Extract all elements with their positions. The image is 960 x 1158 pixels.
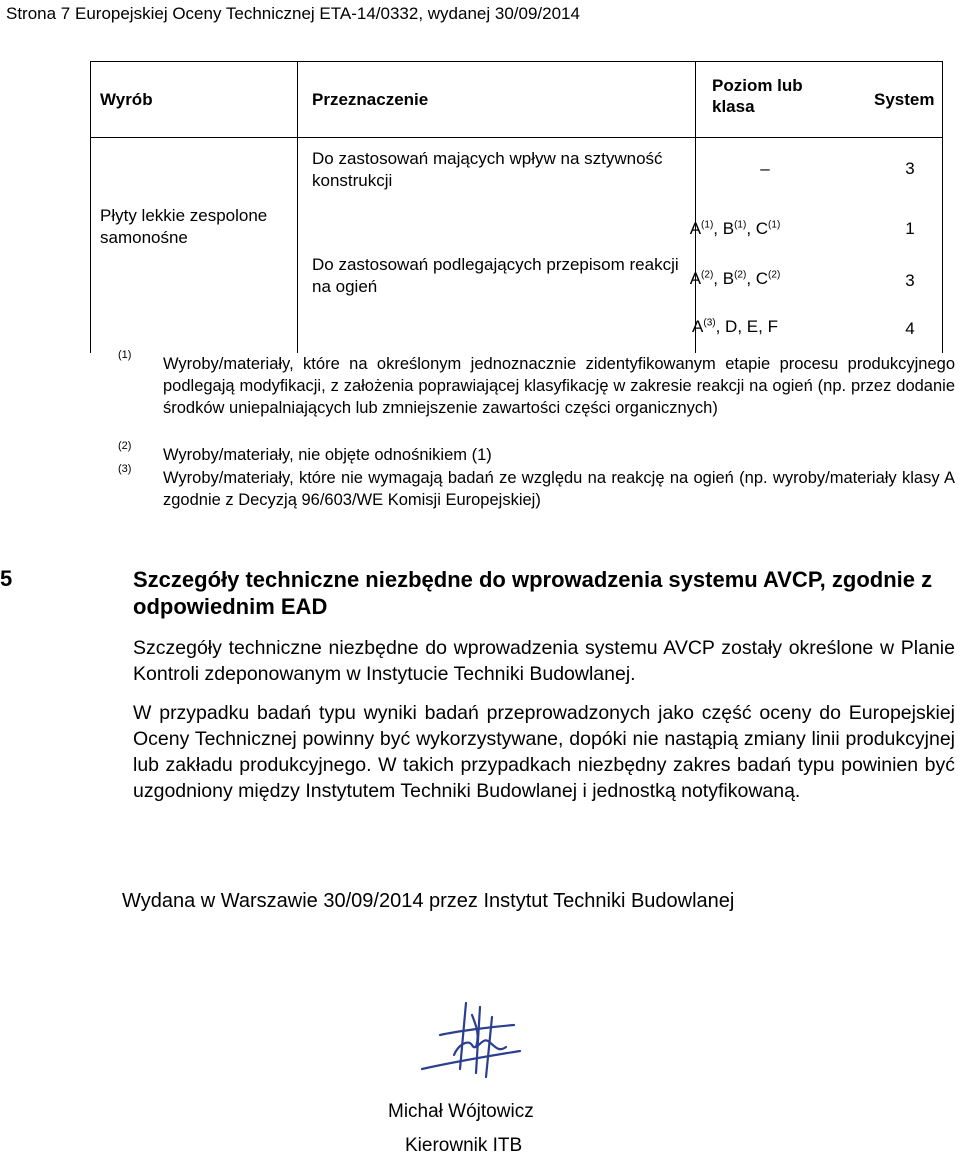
footnote-mark: (1)	[118, 349, 132, 361]
header-level: Poziom lub klasa	[712, 76, 803, 116]
footnote-ref: (2)	[701, 269, 714, 281]
section-number: 5	[0, 566, 13, 591]
footnote-mark: (3)	[118, 463, 132, 475]
level-classes	[635, 269, 835, 289]
footnote-text: Wyroby/materiały, które na określonym jednoznacznie zidentyfikowanym etapie procesu produkcyjnego podlegają modyfikacji, z założenia poprawiającej klasyfikację w zakresie reakcji na ogień (np. przez dodanie środków uniepalniających lub zmniejszenie zawartości części organicznych)	[163, 355, 955, 417]
section-title: Szczegóły techniczne niezbędne do wprowadzenia systemu AVCP, zgodnie z odpowiednim EAD	[133, 567, 933, 619]
footnote-text: Wyroby/materiały, które nie wymagają badań ze względu na reakcję na ogień (np. wyroby/materiały klasy A zgodnie z Decyzją 96/603/WE Komisji Europejskiej)	[163, 469, 955, 509]
class-b: , B	[713, 219, 735, 238]
level-classes	[635, 317, 835, 337]
footnote-text: Wyroby/materiały, nie objęte odnośnikiem (1)	[163, 446, 492, 464]
header-system: System	[874, 90, 935, 109]
class-c: , C	[746, 219, 769, 238]
classification-table	[90, 61, 943, 353]
header-product: Wyrób	[100, 90, 153, 109]
footnote-ref: (1)	[701, 219, 714, 231]
cell-purpose-stiffness: Do zastosowań mających wpływ na sztywność konstrukcji	[312, 149, 663, 190]
system-value: 1	[905, 219, 915, 238]
footnote-ref: (3)	[703, 317, 716, 329]
table-border-top	[90, 61, 943, 62]
section-paragraph: W przypadku badań typu wyniki badań przeprowadzonych jako część oceny do Europejskiej Oceny Technicznej powinny być wykorzystywane, dopóki nie nastąpią zmiany linii produkcyjnej lub zakładu produkcyjnego. W takich przypadkach niezbędny zakres badań typu powinien być uzgodniony między Instytutem Techniki Budowlanej i jednostką notyfikowaną.	[133, 702, 955, 802]
page-header: Strona 7 Europejskiej Oceny Technicznej ETA-14/0332, wydanej 30/09/2014	[6, 4, 580, 23]
footnote-ref: (1)	[734, 219, 747, 231]
footnote-ref: (2)	[734, 269, 747, 281]
signatory-name: Michał Wójtowicz	[388, 1101, 534, 1122]
table-border-left	[90, 61, 91, 353]
signatory-role: Kierownik ITB	[405, 1135, 523, 1156]
table-border-right	[942, 61, 943, 353]
signature-image	[410, 995, 530, 1085]
table-header-divider	[90, 137, 943, 138]
section-paragraph: Szczegóły techniczne niezbędne do wprowadzenia systemu AVCP zostały określone w Planie Kontroli zdeponowanym w Instytucie Techniki Budowlanej.	[133, 637, 955, 685]
class-c: , C	[746, 269, 769, 288]
table-col-divider-2	[695, 61, 696, 353]
table-col-divider-1	[297, 61, 298, 353]
cell-product: Płyty lekkie zespolone samonośne	[100, 206, 268, 247]
class-a: A	[692, 317, 704, 336]
header-purpose: Przeznaczenie	[312, 90, 429, 109]
class-b: , B	[713, 269, 735, 288]
class-rest: , D, E, F	[715, 317, 778, 336]
footnote-ref: (1)	[768, 219, 781, 231]
system-value: 3	[905, 159, 915, 178]
class-a: A	[689, 219, 702, 238]
footnote-mark: (2)	[118, 440, 132, 452]
cell-purpose-fire: Do zastosowań podlegających przepisom reakcji na ogień	[312, 255, 679, 296]
level-dash: –	[760, 159, 770, 178]
system-value: 3	[905, 271, 915, 290]
issue-statement: Wydana w Warszawie 30/09/2014 przez Instytut Techniki Budowlanej	[122, 890, 735, 912]
level-classes	[635, 219, 835, 239]
system-value: 4	[905, 319, 915, 338]
class-a: A	[689, 269, 702, 288]
footnote-ref: (2)	[768, 269, 781, 281]
